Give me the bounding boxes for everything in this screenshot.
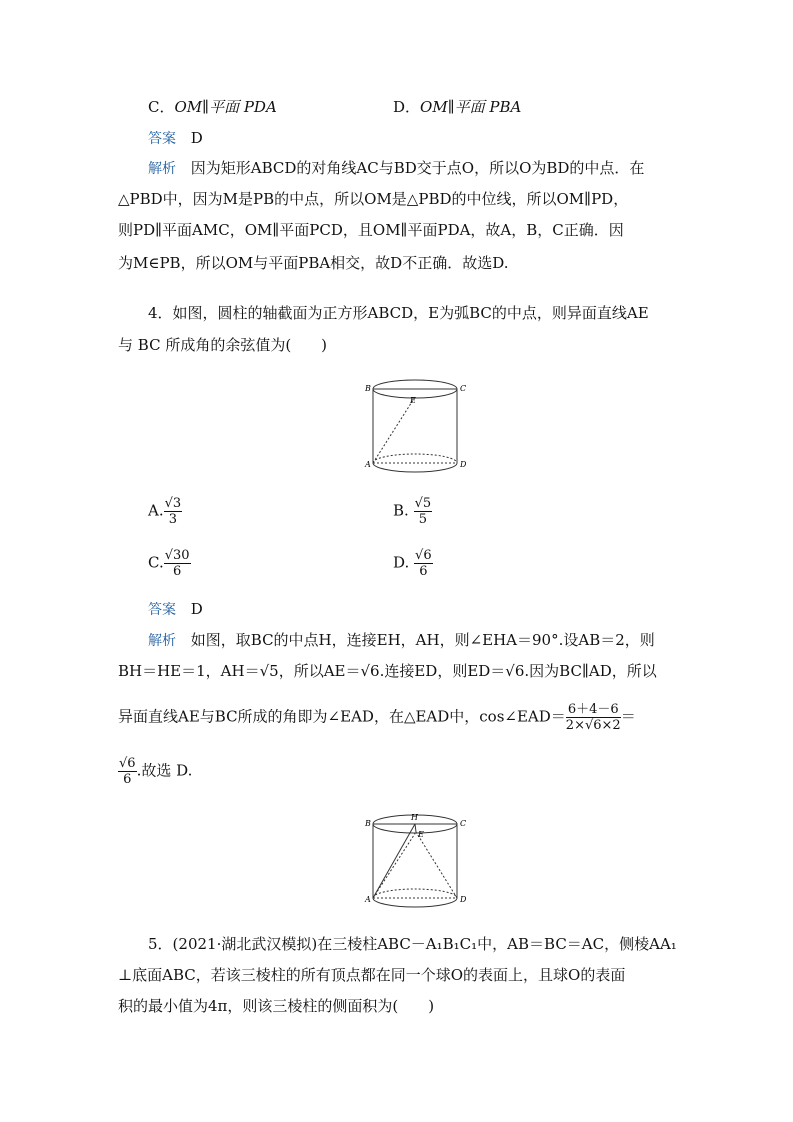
label-c: C — [460, 384, 467, 393]
cylinder-figure-2 — [360, 810, 470, 910]
option-fraction — [414, 496, 433, 527]
option-text: OM∥平面 PBA — [420, 98, 522, 116]
ae-line — [373, 832, 416, 898]
label-e: E — [418, 830, 424, 839]
analysis-label: 解析 — [148, 161, 176, 177]
analysis-line: BH＝HE＝1，AH＝√5，所以AE＝√6.连接ED，则ED＝√6.因为BC∥AD，所以 — [118, 662, 657, 680]
label-d: D — [460, 460, 467, 469]
option-letter: D. — [393, 553, 410, 572]
option-fraction — [164, 496, 183, 527]
numerator: √5 — [414, 496, 432, 511]
question-4-stem: 4．如图，圆柱的轴截面为正方形ABCD，E为弧BC的中点，则异面直线AE — [148, 304, 649, 322]
label-a: A — [365, 460, 371, 469]
option-d — [393, 548, 433, 579]
analysis-line — [118, 756, 192, 787]
analysis-line — [118, 702, 636, 733]
option-fraction — [414, 548, 433, 579]
option-letter: A. — [148, 501, 164, 520]
denominator: 2×√6×2 — [565, 718, 621, 733]
numerator: √3 — [164, 496, 182, 511]
answer-value: D — [190, 600, 203, 618]
numerator: √30 — [164, 548, 190, 563]
ed-line — [416, 832, 457, 898]
label-b: B — [365, 384, 371, 393]
analysis-label: 解析 — [148, 633, 176, 649]
cylinder-figure — [360, 375, 470, 475]
denominator: 6 — [123, 772, 132, 787]
option-fraction — [164, 548, 191, 579]
label-a: A — [365, 895, 371, 904]
cos-fraction — [566, 702, 621, 733]
option-text: OM∥平面 PDA — [174, 98, 277, 116]
option-d — [393, 97, 521, 117]
analysis-text: 异面直线AE与BC所成的角即为∠EAD，在△EAD中，cos∠EAD＝ — [118, 707, 566, 726]
answer-value: D — [190, 129, 203, 147]
answer-line — [148, 599, 203, 620]
question-5-stem: ⊥底面ABC，若该三棱柱的所有顶点都在同一个球O的表面上，且球O的表面 — [118, 966, 626, 984]
bottom-back-arc — [373, 454, 457, 463]
option-c — [148, 97, 277, 117]
analysis-text: .故选 D. — [136, 761, 193, 780]
bottom-front-arc — [373, 898, 457, 907]
label-c: C — [460, 819, 467, 828]
ah-line — [373, 824, 415, 898]
label-d: D — [460, 895, 467, 904]
bottom-back-arc — [373, 889, 457, 898]
analysis-line — [148, 630, 655, 651]
denominator: 6 — [172, 564, 182, 579]
option-letter: B. — [393, 501, 409, 520]
result-fraction — [118, 756, 137, 787]
numerator: √6 — [415, 548, 432, 563]
analysis-line: 则PD∥平面AMC，OM∥平面PCD，且OM∥平面PDA，故A，B，C正确．因 — [118, 221, 624, 239]
analysis-text: 因为矩形ABCD的对角线AC与BD交于点O，所以O为BD的中点．在 — [190, 159, 645, 177]
label-h: H — [411, 813, 418, 822]
option-letter: D． — [393, 98, 421, 116]
option-a — [148, 496, 182, 527]
analysis-line: △PBD中，因为M是PB的中点，所以OM是△PBD的中位线，所以OM∥PD， — [118, 190, 629, 208]
label-e: E — [410, 396, 416, 405]
analysis-text: 如图，取BC的中点H，连接EH，AH，则∠EHA＝90°.设AB＝2，则 — [190, 631, 655, 649]
numerator: 6＋4－6 — [566, 702, 621, 718]
option-c — [148, 548, 191, 579]
question-5-stem: 积的最小值为4π，则该三棱柱的侧面积为( ) — [118, 997, 435, 1015]
option-letter: C. — [148, 553, 164, 572]
denominator: 5 — [418, 512, 427, 527]
question-5-stem: 5．(2021·湖北武汉模拟)在三棱柱ABC－A₁B₁C₁中，AB＝BC＝AC，侧棱AA₁ — [148, 935, 677, 953]
analysis-line: 为M∈PB，所以OM与平面PBA相交，故D不正确．故选D. — [118, 254, 509, 272]
option-letter: C． — [148, 98, 175, 116]
option-b — [393, 496, 432, 527]
denominator: 6 — [419, 564, 428, 579]
question-4-stem: 与 BC 所成角的余弦值为( ) — [118, 336, 328, 354]
label-b: B — [365, 819, 371, 828]
equals-sign: ＝ — [620, 707, 636, 726]
he-line — [415, 824, 416, 832]
numerator: √6 — [119, 756, 136, 771]
answer-label: 答案 — [148, 602, 176, 618]
ae-line — [373, 397, 415, 463]
answer-label: 答案 — [148, 131, 176, 147]
answer-line — [148, 128, 203, 149]
denominator: 3 — [168, 512, 178, 527]
bottom-front-arc — [373, 463, 457, 472]
analysis-line — [148, 158, 644, 179]
